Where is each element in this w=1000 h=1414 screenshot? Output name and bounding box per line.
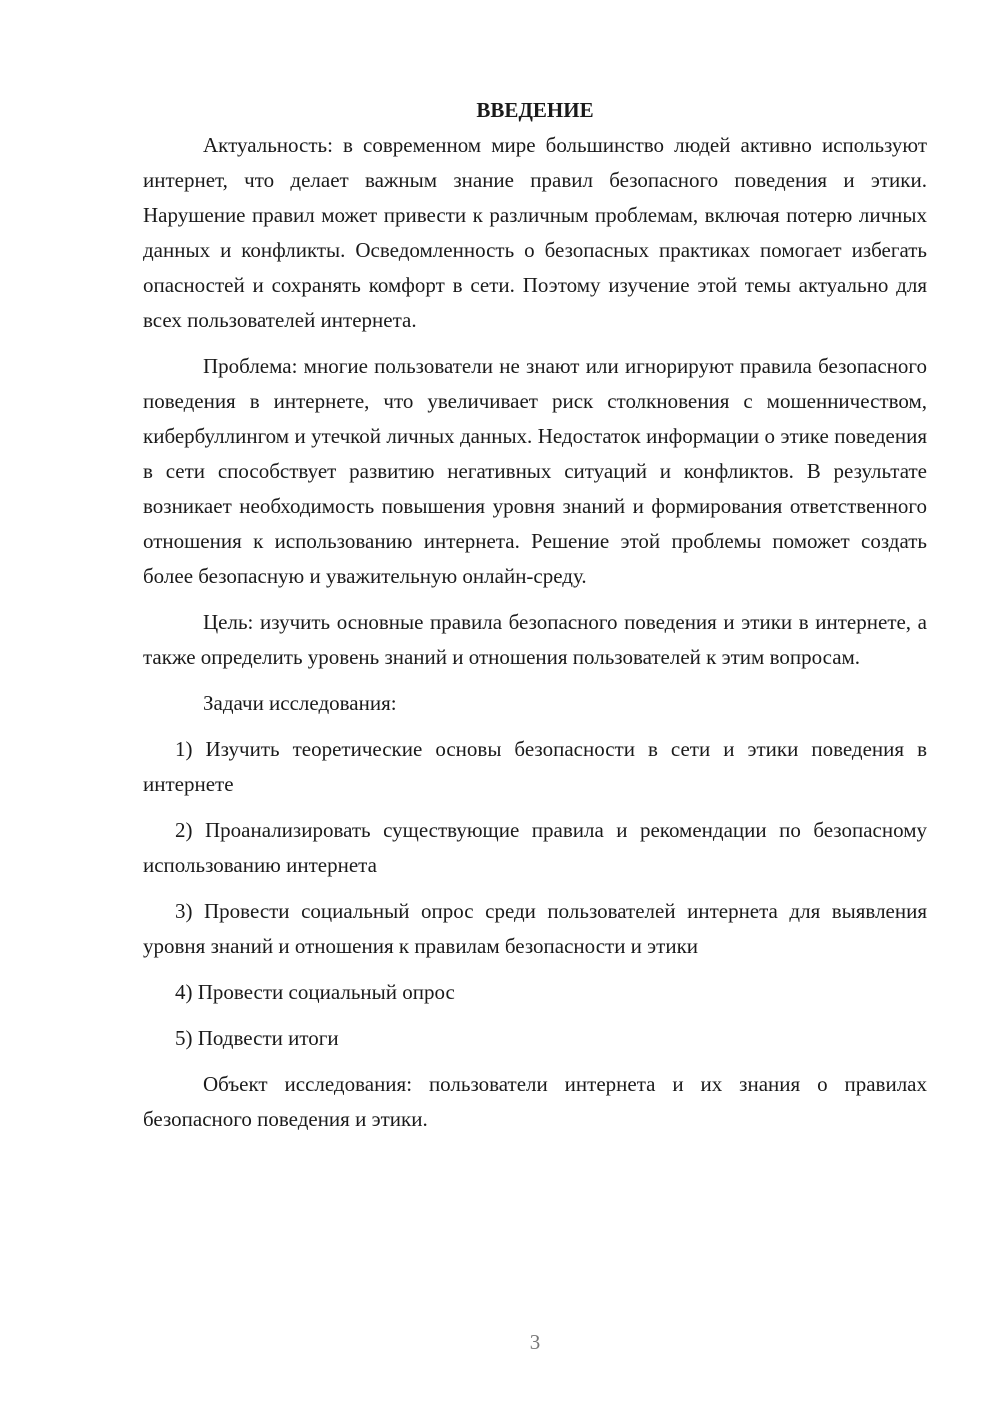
problem-paragraph: Проблема: многие пользователи не знают или игнорируют правила безопасного поведения в интернете, что увеличивает риск столкновения с мошенничеством, кибербуллингом и утечкой личных данных. Недостаток информации о этике поведения в сети способствует развитию негативных ситуаций и конфликтов. В результате возникает необходимость повышения уровня знаний и формирования ответственного отношения к использованию интернета. Решение этой проблемы поможет создать более безопасную и уважительную онлайн-среду. [143,354,927,588]
task-item: 2) Проанализировать существующие правила и рекомендации по безопасному использованию интернета [143,818,927,877]
page-number: 3 [529,1330,541,1354]
task-item: 4) Провести социальный опрос [175,980,455,1004]
document-title: ВВЕДЕНИЕ [476,98,594,122]
tasks-heading: Задачи исследования: [203,691,397,715]
task-item: 1) Изучить теоретические основы безопасности в сети и этики поведения в интернете [143,737,927,796]
object-paragraph: Объект исследования: пользователи интернета и их знания о правилах безопасного поведения и этики. [143,1072,927,1131]
task-item: 5) Подвести итоги [175,1026,339,1050]
document-page [143,92,927,1148]
goal-paragraph: Цель: изучить основные правила безопасного поведения и этики в интернете, а также определить уровень знаний и отношения пользователей к этим вопросам. [143,610,927,669]
relevance-paragraph: Актуальность: в современном мире большинство людей активно используют интернет, что делает важным знание правил безопасного поведения и этики. Нарушение правил может привести к различным проблемам, включая потерю личных данных и конфликты. Осведомленность о безопасных практиках помогает избегать опасностей и сохранять комфорт в сети. Поэтому изучение этой темы актуально для всех пользователей интернета. [143,133,927,332]
task-item: 3) Провести социальный опрос среди пользователей интернета для выявления уровня знаний и отношения к правилам безопасности и этики [143,899,927,958]
